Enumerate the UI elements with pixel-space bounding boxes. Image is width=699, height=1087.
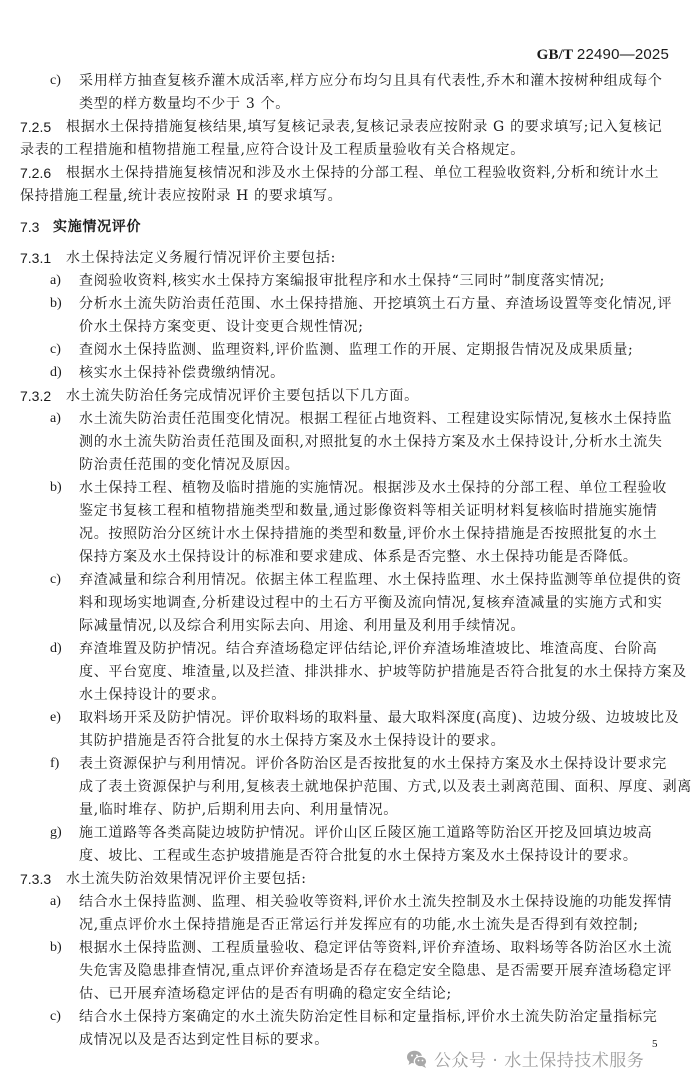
- list-item-label: a): [50, 411, 61, 426]
- list-item-label: g): [50, 825, 62, 840]
- list-item-label: a): [50, 273, 61, 288]
- paragraph-text: 保持措施工程量,统计表应按附录 H 的要求填写。: [20, 188, 343, 204]
- list-item-continuation: 保持方案及水土保持设计的标准和要求建成、体系是否完整、水土保持功能是否降低。: [79, 549, 638, 565]
- clause-number: 7.3.1: [20, 250, 52, 266]
- list-item-continuation: 防治责任范围的变化情况及原因。: [79, 457, 300, 473]
- list-item-continuation: 水土保持设计的要求。: [79, 687, 226, 703]
- list-item-label: b): [50, 940, 62, 955]
- list-item-label: f): [50, 756, 60, 771]
- clause-text: 根据水土保持措施复核情况和涉及水土保持的分部工程、单位工程验收资料,分析和统计水土: [66, 165, 660, 181]
- list-item-text: 弃渣减量和综合利用情况。依据主体工程监理、水土保持监理、水土保持监测等单位提供的资: [79, 572, 682, 588]
- list-item-continuation: 类型的样方数量均不少于 3 个。: [79, 96, 291, 112]
- list-item-continuation: 成了表土资源保护与利用,复核表土就地保护范围、方式,以及表土剥离范围、面积、厚度、剥离: [79, 779, 692, 795]
- watermark-text: 公众号 · 水土保持技术服务: [434, 1051, 645, 1071]
- list-item-label: c): [50, 1009, 61, 1024]
- list-item-continuation: 况,重点评价水土保持措施是否正常运行并发挥应有的功能,水土流失是否得到有效控制;: [79, 917, 639, 933]
- list-item-continuation: 况。按照防治分区统计水土保持措施的类型和数量,评价水土保持措施是否按照批复的水土: [79, 526, 658, 542]
- list-item-text: 取料场开采及防护情况。评价取料场的取料量、最大取料深度(高度)、边坡分级、边坡坡比及: [79, 710, 680, 726]
- list-item-continuation: 料和现场实地调查,分析建设过程中的土石方平衡及流向情况,复核弃渣减量的实施方式和实: [79, 595, 663, 611]
- list-item-label: d): [50, 641, 62, 656]
- standard-number: 22490—2025: [576, 46, 669, 63]
- list-item-label: e): [50, 710, 61, 725]
- list-item-label: b): [50, 296, 62, 311]
- list-item-text: 水土流失防治责任范围变化情况。根据工程征占地资料、工程建设实际情况,复核水土保持监: [79, 411, 673, 427]
- standard-prefix: GB/T: [536, 47, 573, 63]
- clause-text: 水土流失防治效果情况评价主要包括:: [66, 871, 307, 887]
- list-item-text: 根据水土保持监测、工程质量验收、稳定评估等资料,评价弃渣场、取料场等各防治区水土流: [79, 940, 673, 956]
- list-item-continuation: 其防护措施是否符合批复的水土保持方案及水土保持设计的要求。: [79, 733, 506, 749]
- section-number: 7.3: [20, 219, 40, 235]
- standard-code: [537, 46, 669, 64]
- clause-text: 根据水土保持措施复核结果,填写复核记录表,复核记录表应按附录 G 的要求填写;记入复核记: [66, 119, 663, 135]
- clause-text: 水土保持法定义务履行情况评价主要包括:: [66, 250, 337, 266]
- watermark: [406, 1046, 644, 1071]
- list-item-continuation: 测的水土流失防治责任范围及面积,对照批复的水土保持方案及水土保持设计,分析水土流失: [79, 434, 663, 450]
- list-item-label: d): [50, 365, 62, 380]
- list-item-text: 弃渣堆置及防护情况。结合弃渣场稳定评估结论,评价弃渣场堆渣坡比、堆渣高度、台阶高: [79, 641, 658, 657]
- clause-number: 7.2.6: [20, 165, 52, 181]
- list-item-label: a): [50, 894, 61, 909]
- list-item-continuation: 成情况以及是否达到定性目标的要求。: [79, 1032, 329, 1048]
- list-item-text: 采用样方抽查复核乔灌木成活率,样方应分布均匀且具有代表性,乔木和灌木按树种组成每个: [79, 73, 663, 89]
- list-item-continuation: 度、平台宽度、堆渣量,以及拦渣、排洪排水、护坡等防护措施是否符合批复的水土保持方案及: [79, 664, 687, 680]
- page-number: 5: [652, 1038, 658, 1050]
- wechat-icon: [406, 1049, 428, 1069]
- list-item-text: 水土保持工程、植物及临时措施的实施情况。根据涉及水土保持的分部工程、单位工程验收: [79, 480, 667, 496]
- list-item-text: 结合水土保持方案确定的水土流失防治定性目标和定量指标,评价水土流失防治定量指标完: [79, 1009, 658, 1025]
- list-item-label: c): [50, 73, 61, 88]
- list-item-label: b): [50, 480, 62, 495]
- clause-number: 7.3.3: [20, 871, 52, 887]
- list-item-continuation: 量,临时堆存、防护,后期利用去向、利用量情况。: [79, 802, 398, 818]
- section-heading: 实施情况评价: [53, 219, 142, 235]
- list-item-continuation: 鉴定书复核工程和植物措施类型和数量,通过影像资料等相关证明材料复核临时措施实施情: [79, 503, 658, 519]
- list-item-label: c): [50, 572, 61, 587]
- list-item-text: 施工道路等各类高陡边坡防护情况。评价山区丘陵区施工道路等防治区开挖及回填边坡高: [79, 825, 653, 841]
- list-item-continuation: 度、坡比、工程或生态护坡措施是否符合批复的水土保持方案及水土保持设计的要求。: [79, 848, 638, 864]
- list-item-text: 表土资源保护与利用情况。评价各防治区是否按批复的水土保持方案及水土保持设计要求完: [79, 756, 667, 772]
- list-item-continuation: 失危害及隐患排查情况,重点评价弃渣场是否存在稳定安全隐患、是否需要开展弃渣场稳定评: [79, 963, 673, 979]
- paragraph-text: 录表的工程措施和植物措施工程量,应符合设计及工程质量验收有关合格规定。: [20, 142, 525, 158]
- clause-number: 7.2.5: [20, 119, 52, 135]
- list-item-continuation: 价水土保持方案变更、设计变更合规性情况;: [79, 319, 364, 335]
- list-item-label: c): [50, 342, 61, 357]
- clause-number: 7.3.2: [20, 388, 52, 404]
- list-item-continuation: 估、已开展弃渣场稳定评估的是否有明确的稳定安全结论;: [79, 986, 452, 1002]
- list-item-text: 查阅水土保持监测、监理资料,评价监测、监理工作的开展、定期报告情况及成果质量;: [79, 342, 634, 358]
- clause-text: 水土流失防治任务完成情况评价主要包括以下几方面。: [66, 388, 419, 404]
- list-item-continuation: 际减量情况,以及综合利用实际去向、用途、利用量及利用手续情况。: [79, 618, 526, 634]
- list-item-text: 分析水土流失防治责任范围、水土保持措施、开挖填筑土石方量、弃渣场设置等变化情况,评: [79, 296, 673, 312]
- list-item-text: 核实水土保持补偿费缴纳情况。: [79, 365, 285, 381]
- list-item-text: 查阅验收资料,核实水土保持方案编报审批程序和水土保持“三同时”制度落实情况;: [79, 273, 606, 289]
- list-item-text: 结合水土保持监测、监理、相关验收等资料,评价水土流失控制及水土保持设施的功能发挥情: [79, 894, 673, 910]
